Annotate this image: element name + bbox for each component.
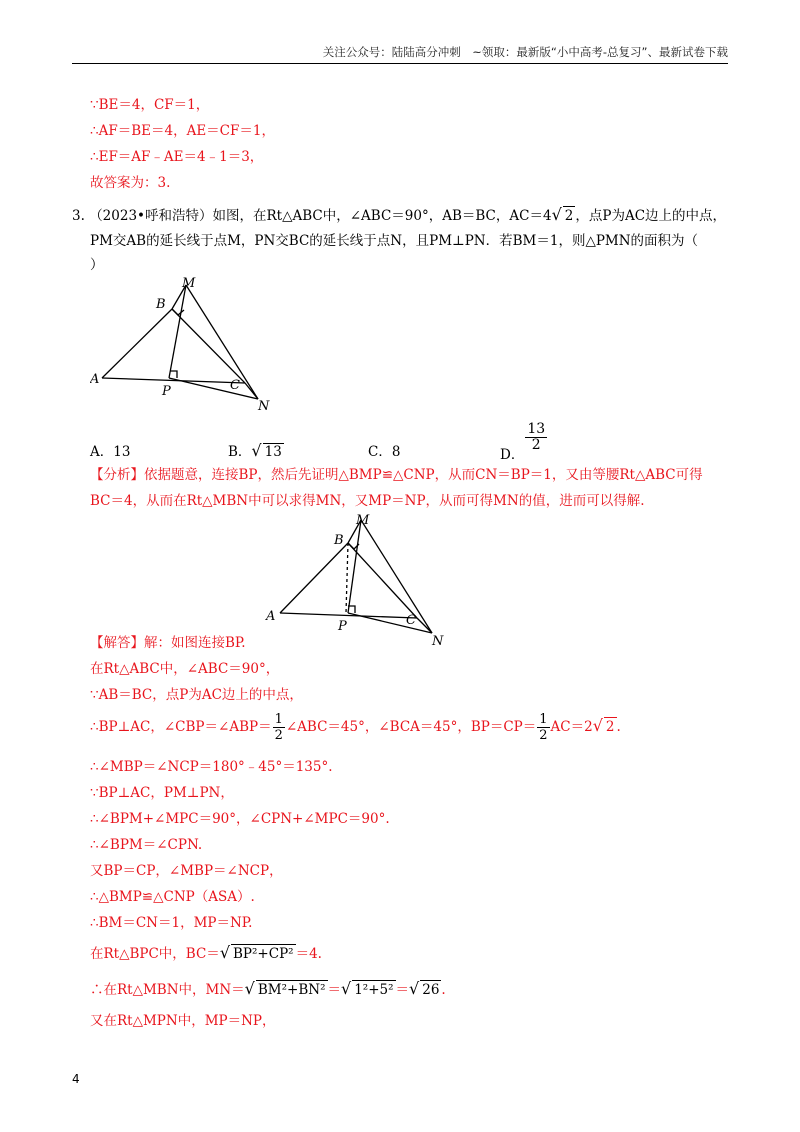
solution-line-11: 在Rt△BPC中，BC＝√ BP²+CP² ＝4. [90, 943, 322, 962]
solution-line-4: ∴∠MBP＝∠NCP＝180°﹣45°＝135°. [90, 759, 333, 775]
option-a: A．13 [90, 444, 131, 460]
solution-line-8: 又BP＝CP，∠MBP＝∠NCP， [90, 863, 283, 879]
solution-line-3: ∴BP⊥AC，∠CBP＝∠ABP＝ $\frac{1}{2}$ ∠ABC＝45°，∠BCA＝45°，BP＝CP＝ $\frac{1}{2}$ AC＝2√ 2 . [90, 712, 621, 743]
solution-line-7: ∴∠BPM＝∠CPN. [90, 837, 203, 853]
question-line-3: ） [90, 257, 104, 273]
solution-line-1: 在Rt△ABC中，∠ABC＝90°， [90, 661, 280, 677]
solution-line-2: ∵AB＝BC，点P为AC边上的中点， [90, 687, 303, 703]
label2-P: P [338, 619, 347, 634]
solution-line-12: ∴在Rt△MBN中，MN＝√ BM²+BN² ＝√ 1²+5² ＝√ 26 . [90, 979, 446, 998]
header-rule [72, 63, 728, 64]
prev-line-2: ∴AF＝BE＝4，AE＝CF＝1， [90, 123, 275, 139]
solution-line-13: 又在Rt△MPN中，MP＝NP， [90, 1013, 276, 1029]
ac-radicand: 2 [564, 208, 574, 224]
analysis-line-1: 【分析】依据题意，连接BP，然后先证明△BMP≌△CNP，从而CN＝BP＝1，又由等腰Rt△ABC可得 [90, 467, 703, 483]
option-c: C．8 [368, 444, 401, 460]
page-number: 4 [72, 1072, 80, 1086]
label-P: P [162, 384, 171, 399]
solution-figure [262, 512, 462, 647]
label-C: C [230, 378, 240, 393]
label-A: A [90, 372, 100, 387]
page-header: 关注公众号：陆陆高分冲刺 ~领取：最新版“小中高考-总复习”、最新试卷下载 [322, 45, 728, 59]
solution-line-6: ∴∠BPM+∠MPC＝90°，∠CPN+∠MPC＝90°. [90, 811, 390, 827]
question-line-2: PM交AB的延长线于点M，PN交BC的延长线于点N，且PM⊥PN．若BM＝1，则△PMN的面积为（ [90, 233, 699, 249]
question-source: （2023•呼和浩特）如图，在Rt△ABC中，∠ABC＝90°，AB＝BC， [89, 208, 510, 224]
ac-label: AC＝4 [509, 208, 552, 224]
question-line1-tail: ，点P为AC边上的中点， [575, 208, 727, 224]
option-b: B．√ 13 [228, 441, 282, 460]
label2-B: B [334, 533, 344, 548]
label2-C: C [406, 613, 416, 628]
label2-N: N [432, 634, 444, 647]
prev-line-1: ∵BE＝4，CF＝1， [90, 97, 210, 113]
label-M: M [182, 276, 196, 291]
label-N: N [258, 399, 270, 414]
label2-A: A [266, 609, 276, 624]
solution-line-0: 【解答】解：如图连接BP. [90, 635, 246, 651]
solution-line-10: ∴BM＝CN＝1，MP＝NP. [90, 915, 253, 931]
prev-line-4: 故答案为：3. [90, 175, 171, 191]
label-B: B [156, 297, 166, 312]
prev-line-3: ∴EF＝AF﹣AE＝4﹣1＝3， [90, 149, 264, 165]
question-line-1: 3. （2023•呼和浩特）如图，在Rt△ABC中，∠ABC＝90°，AB＝BC，AC＝4√ 2 ，点P为AC边上的中点， [72, 205, 727, 224]
analysis-line-2: BC＝4，从而在Rt△MBN中可以求得MN，又MP＝NP，从而可得MN的值，进而可以得解. [90, 493, 645, 509]
question-figure [90, 275, 290, 415]
solution-line-9: ∴△BMP≌△CNP（ASA）. [90, 889, 255, 905]
option-d: D． $\frac{13}{2}$ [500, 421, 546, 463]
question-number: 3. [72, 208, 85, 224]
label2-M: M [356, 513, 370, 528]
solution-line-5: ∵BP⊥AC，PM⊥PN， [90, 785, 234, 801]
